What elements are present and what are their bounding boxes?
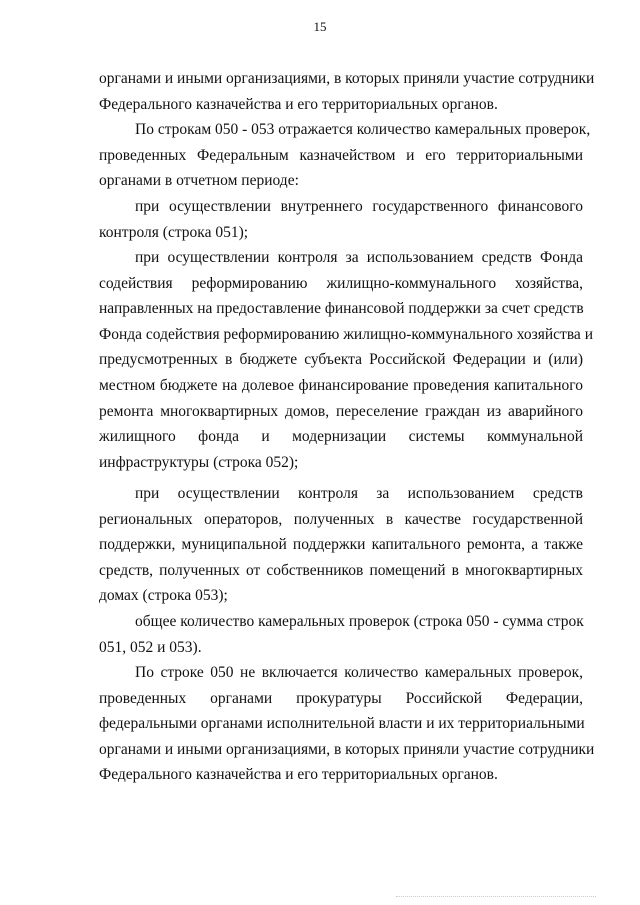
scan-artifact xyxy=(396,896,596,900)
text-line: По строке 050 не включается количество камеральных проверок, xyxy=(135,664,583,681)
text-line: направленных на предоставление финансовой поддержки за счет средств xyxy=(99,300,584,318)
paragraph xyxy=(99,66,595,117)
text-line: содействия реформированию жилищно-коммунального хозяйства, xyxy=(99,274,583,292)
paragraph xyxy=(99,117,591,194)
text-line: общее количество камеральных проверок (строка 050 - сумма строк xyxy=(135,613,584,630)
text-line: поддержки, муниципальной поддержки капитального ремонта, а также xyxy=(99,536,583,554)
text-line: предусмотренных в бюджете субъекта Российской Федерации и (или) xyxy=(99,351,583,369)
paragraph xyxy=(99,481,583,609)
text-line: органами и иными организациями, в которых приняли участие сотрудники xyxy=(99,740,595,758)
text-line: 051, 052 и 053). xyxy=(99,638,202,656)
page-number: 15 xyxy=(313,19,327,34)
text-line: местном бюджете на долевое финансирование проведения капитального xyxy=(99,376,583,394)
text-line: домах (строка 053); xyxy=(99,587,228,605)
text-line: при осуществлении контроля за использованием средств Фонда xyxy=(135,249,583,266)
text-line: Федерального казначейства и его территориальных органов. xyxy=(99,95,498,113)
text-line: жилищного фонда и модернизации системы коммунальной xyxy=(99,428,583,446)
paragraph xyxy=(99,245,593,475)
text-line: средств, полученных от собственников помещений в многоквартирных xyxy=(99,561,583,579)
paragraph xyxy=(99,660,595,788)
text-line: региональных операторов, полученных в качестве государственной xyxy=(99,510,583,528)
text-line: Фонда содействия реформированию жилищно-коммунального хозяйства и xyxy=(99,325,593,343)
text-line: органами и иными организациями, в которых приняли участие сотрудники xyxy=(99,70,595,87)
text-line: инфраструктуры (строка 052); xyxy=(99,453,299,471)
paragraph xyxy=(99,194,583,245)
text-line: при осуществлении контроля за использованием средств xyxy=(135,485,583,502)
text-line: контроля (строка 051); xyxy=(99,223,249,241)
text-line: Федерального казначейства и его территориальных органов. xyxy=(99,766,498,784)
text-line: По строкам 050 - 053 отражается количество камеральных проверок, xyxy=(135,121,591,138)
text-line: ремонта многоквартирных домов, переселение граждан из аварийного xyxy=(99,402,583,420)
text-line: при осуществлении внутреннего государственного финансового xyxy=(135,198,583,215)
paragraph xyxy=(99,609,583,660)
text-line: федеральными органами исполнительной власти и их территориальными xyxy=(99,715,585,733)
text-line: проведенных Федеральным казначейством и его территориальными xyxy=(99,146,583,164)
text-line: проведенных органами прокуратуры Российской Федерации, xyxy=(99,689,583,707)
text-line: органами в отчетном периоде: xyxy=(99,172,299,190)
